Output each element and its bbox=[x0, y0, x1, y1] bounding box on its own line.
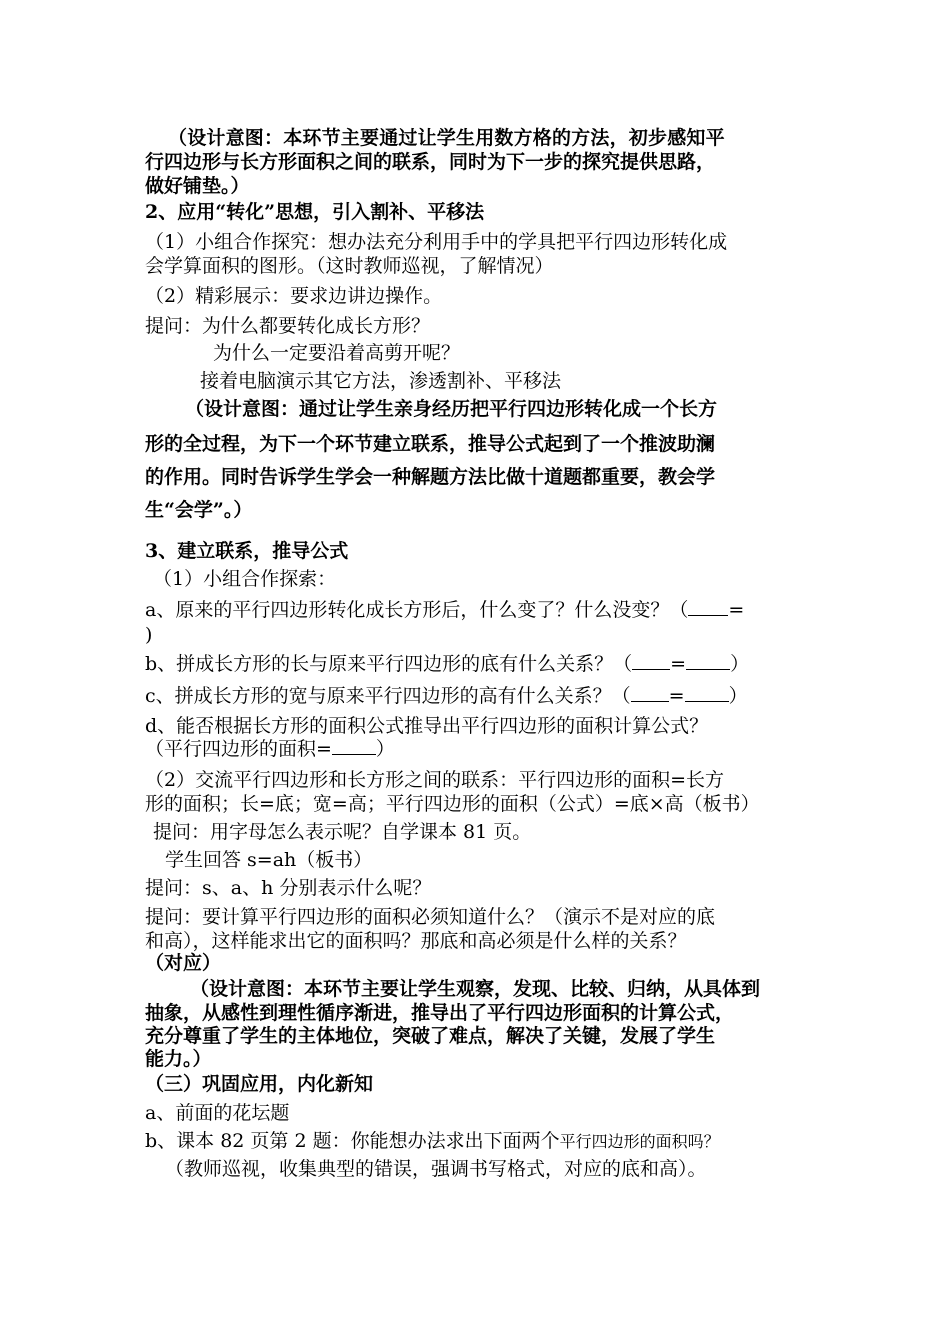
close-paren: ） bbox=[730, 653, 750, 675]
blank bbox=[685, 701, 729, 702]
design-intent-2-line-4: 生“会学”。） bbox=[145, 499, 253, 521]
design-intent-2-line-2: 形的全过程，为下一个环节建立联系，推导公式起到了一个推波助澜 bbox=[145, 433, 716, 455]
section-3-heading: 3、建立联系，推导公式 bbox=[145, 540, 349, 562]
question-letters: 提问：用字母怎么表示呢？自学课本 81 页。 bbox=[153, 821, 532, 843]
blank bbox=[686, 669, 730, 670]
question-c bbox=[145, 684, 748, 708]
design-intent-1-line-3: 做好铺垫。） bbox=[145, 175, 250, 197]
blank bbox=[332, 754, 376, 755]
demo-line: 接着电脑演示其它方法，渗透割补、平移法 bbox=[200, 370, 562, 392]
design-intent-1-line-2: 行四边形与长方形面积之间的联系，同时为下一步的探究提供思路， bbox=[145, 151, 716, 173]
equals-sign: = bbox=[728, 599, 745, 621]
question-sah: 提问：s、a、h 分别表示什么呢？ bbox=[145, 877, 432, 899]
question-c-text: c、拼成长方形的宽与原来平行四边形的高有什么关系？（ bbox=[145, 685, 631, 707]
question-area-line-2: 和高），这样能求出它的面积吗？那底和高必须是什么样的关系？ bbox=[145, 930, 687, 952]
question-a-close: ) bbox=[145, 624, 153, 646]
question-area-line-3: （对应） bbox=[145, 952, 222, 974]
question-line-2: 为什么一定要沿着高剪开呢？ bbox=[213, 342, 461, 364]
blank bbox=[688, 615, 728, 616]
paragraph-2-1-line-1: （1）小组合作探究：想办法充分利用手中的学具把平行四边形转化成 bbox=[145, 231, 728, 253]
practice-b-text-small: 平行四边形的面积吗？ bbox=[559, 1132, 720, 1151]
question-area-line-1: 提问：要计算平行四边形的面积必须知道什么？（演示不是对应的底 bbox=[145, 906, 716, 928]
question-a-text: a、原来的平行四边形转化成长方形后，什么变了？什么没变？（ bbox=[145, 599, 689, 621]
design-intent-3-line-4: 能力。） bbox=[145, 1048, 212, 1070]
question-d-line-1: d、能否根据长方形的面积公式推导出平行四边形的面积计算公式？ bbox=[145, 715, 709, 737]
question-d-line-2 bbox=[145, 737, 395, 761]
design-intent-3-line-1: （设计意图：本环节主要让学生观察，发现、比较、归纳，从具体到 bbox=[190, 978, 761, 1000]
practice-b-text: b、课本 82 页第 2 题：你能想办法求出下面两个 bbox=[145, 1130, 560, 1152]
section-2-heading: 2、应用“转化”思想，引入割补、平移法 bbox=[145, 201, 485, 223]
design-intent-2-line-1: （设计意图：通过让学生亲身经历把平行四边形转化成一个长方 bbox=[185, 398, 718, 420]
question-d-text: （平行四边形的面积= bbox=[145, 738, 332, 760]
student-answer: 学生回答 s=ah（板书） bbox=[165, 849, 373, 871]
blank bbox=[631, 701, 669, 702]
close-paren: ） bbox=[728, 685, 748, 707]
question-line-1: 提问：为什么都要转化成长方形？ bbox=[145, 315, 431, 337]
design-intent-3-line-2: 抽象，从感性到理性循序渐进，推导出了平行四边形面积的计算公式， bbox=[145, 1002, 735, 1024]
paragraph-3-1: （1）小组合作探索： bbox=[153, 568, 337, 590]
paragraph-3-2-line-2: 形的面积；长=底；宽=高；平行四边形的面积（公式）=底×高（板书） bbox=[145, 793, 760, 815]
equals-sign: = bbox=[670, 653, 687, 675]
close-paren: ） bbox=[375, 738, 395, 760]
section-3-part-heading: （三）巩固应用，内化新知 bbox=[145, 1073, 374, 1095]
design-intent-1-line-1: （设计意图：本环节主要通过让学生用数方格的方法，初步感知平 bbox=[168, 127, 725, 149]
design-intent-2-line-3: 的作用。同时告诉学生学会一种解题方法比做十道题都重要，教会学 bbox=[145, 466, 716, 488]
practice-b bbox=[145, 1129, 720, 1154]
paragraph-3-2-line-1: （2）交流平行四边形和长方形之间的联系：平行四边形的面积=长方 bbox=[145, 769, 725, 791]
blank bbox=[632, 669, 670, 670]
practice-a: a、前面的花坛题 bbox=[145, 1102, 290, 1124]
design-intent-3-line-3: 充分尊重了学生的主体地位，突破了难点，解决了关键，发展了学生 bbox=[145, 1025, 716, 1047]
paragraph-2-1-line-2: 会学算面积的图形。（这时教师巡视，了解情况） bbox=[145, 255, 554, 277]
paragraph-2-2: （2）精彩展示：要求边讲边操作。 bbox=[145, 285, 443, 307]
question-b bbox=[145, 652, 749, 676]
teacher-note: （教师巡视，收集典型的错误，强调书写格式，对应的底和高）。 bbox=[165, 1158, 707, 1180]
question-b-text: b、拼成长方形的长与原来平行四边形的底有什么关系？（ bbox=[145, 653, 633, 675]
equals-sign: = bbox=[668, 685, 685, 707]
question-a bbox=[145, 598, 744, 622]
